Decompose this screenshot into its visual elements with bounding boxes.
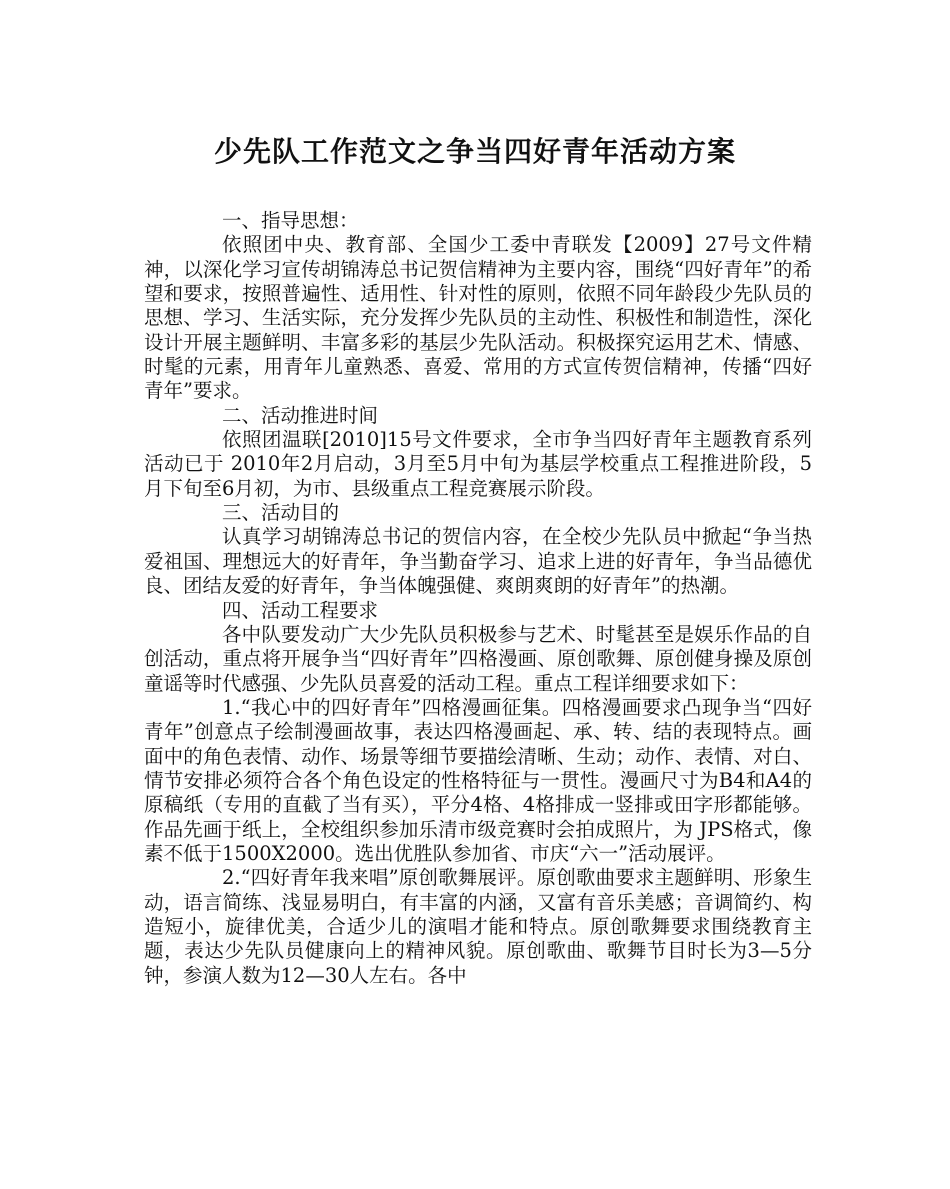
- section-heading-purpose: 三、活动目的: [222, 501, 340, 525]
- paragraph-comic-contest: 1.“我心中的四好青年”四格漫画征集。四格漫画要求凸现争当“四好青年”创意点子绘制漫画故事，表达四格漫画起、承、转、结的表现特点。画面中的角色表情、动作、场景等细节要描绘清晰、生动；动作、表情、对白、情节安排必须符合各个角色设定的性格特征与一贯性。漫画尺寸为B4和A4的原稿纸（专用的直截了当有买），平分4格、4格排成一竖排或田字形都能够。作品先画于纸上，全校组织参加乐清市级竞赛时会拍成照片，为 JPS格式，像素不低于1500X2000。选出优胜队参加省、市庆“六一”活动展评。: [144, 695, 812, 865]
- paragraph-guiding-ideology: 依照团中央、教育部、全国少工委中青联发【2009】27号文件精神，以深化学习宣传胡锦涛总书记贺信精神为主要内容，围绕“四好青年”的希望和要求，按照普遍性、适用性、针对性的原则，依照不同年龄段少先队员的思想、学习、生活实际，充分发挥少先队员的主动性、积极性和制造性，深化设计开展主题鲜明、丰富多彩的基层少先队活动。积极探究运用艺术、情感、时髦的元素，用青年儿童熟悉、喜爱、常用的方式宣传贺信精神，传播“四好青年”要求。: [144, 233, 812, 403]
- section-heading-guiding-ideology: 一、指导思想：: [222, 209, 359, 232]
- paragraph-purpose: 认真学习胡锦涛总书记的贺信内容，在全校少先队员中掀起“争当热爱祖国、理想远大的好青年，争当勤奋学习、追求上进的好青年，争当品德优良、团结友爱的好青年，争当体魄强健、爽朗爽朗的好青年”的热潮。: [144, 525, 812, 598]
- paragraph-schedule: 依照团温联[2010]15号文件要求，全市争当四好青年主题教育系列活动已于 2010年2月启动，3月至5月中旬为基层学校重点工程推进阶段，5月下旬至6月初，为市、县级重点工程竞赛展示阶段。: [144, 428, 812, 500]
- document-title: 少先队工作范文之争当四好青年活动方案: [213, 135, 736, 168]
- section-heading-schedule: 二、活动推进时间: [222, 403, 379, 427]
- section-heading-requirements: 四、活动工程要求: [222, 598, 379, 622]
- document-body: [144, 209, 812, 988]
- paragraph-requirements: 各中队要发动广大少先队员积极参与艺术、时髦甚至是娱乐作品的自创活动，重点将开展争当“四好青年”四格漫画、原创歌舞、原创健身操及原创童谣等时代感强、少先队员喜爱的活动工程。重点工程详细要求如下：: [144, 622, 812, 695]
- paragraph-song-contest: 2.“四好青年我来唱”原创歌舞展评。原创歌曲要求主题鲜明、形象生动，语言简练、浅显易明白，有丰富的内涵，又富有音乐美感；音调简约、构造短小，旋律优美，合适少儿的演唱才能和特点。原创歌舞要求围绕教育主题，表达少先队员健康向上的精神风貌。原创歌曲、歌舞节目时长为3—5分钟，参演人数为12—30人左右。各中: [144, 866, 812, 987]
